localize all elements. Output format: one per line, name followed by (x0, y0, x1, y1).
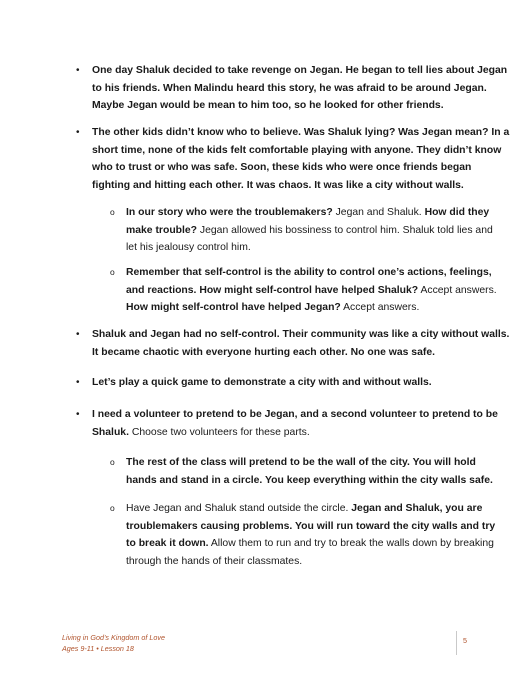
sub-bullet-marker: o (110, 207, 115, 217)
text-run: Have Jegan and Shaluk stand outside the circle. (126, 503, 352, 514)
text-run: One day Shaluk decided to take revenge on Jegan. He began to tell lies about Jegan to his friends. When Malindu heard this story, he was afraid to be around Jegan. Maybe Jegan would be mean to him too, so he looked for other friends. (92, 65, 508, 112)
footer-divider (456, 631, 457, 655)
paragraph-game (92, 374, 510, 392)
text-run: Jegan and Shaluk. (332, 207, 425, 218)
text-run: I need a volunteer to pretend to be Jegan, and a second volunteer to pretend to be Shaluk. (92, 409, 498, 438)
text-run: Jegan and Shaluk, you are troublemakers causing problems. You will run toward the city walls and try to break it down. (126, 503, 496, 550)
text-run: Jegan allowed his bossiness to control him. Shaluk told lies and let his jealousy control him. (126, 224, 493, 254)
text-run: Choose two volunteers for these parts. (128, 426, 310, 438)
bullet-marker: • (76, 329, 80, 340)
text-run: Allow them to run and try to break the walls down by breaking through the hands of their classmates. (126, 538, 494, 567)
text-run: Shaluk and Jegan had no self-control. Their community was like a city without walls. It became chaotic with everyone hurting each other. No one was safe. (92, 329, 510, 358)
paragraph-no-self-control (92, 326, 510, 361)
paragraph-self-control (126, 264, 506, 317)
text-run: Remember that self-control is the ability to control one’s actions, feelings, and reactions. How might self-control have helped Shaluk? (126, 267, 492, 296)
bullet-marker: • (76, 409, 80, 420)
paragraph-revenge (92, 62, 510, 115)
sub-bullet-marker: o (110, 457, 115, 467)
text-run: The other kids didn’t know who to believe. Was Shaluk lying? Was Jegan mean? In a short time, none of the kids felt comfortable playing with anyone. They didn’t know who to trust or who was safe. Soon, these kids who were once friends began fighting and hitting each other. It was chaos. It was like a city without walls. (92, 127, 510, 191)
footer-title (62, 632, 165, 654)
paragraph-chaos (92, 124, 510, 194)
paragraph-city-wall (126, 454, 506, 489)
text-run: How did they make trouble? (126, 207, 490, 236)
sub-bullet-marker: o (110, 267, 115, 277)
footer-series: Living in God’s Kingdom of Love (62, 633, 165, 642)
text-run: In our story who were the troublemakers? (126, 207, 333, 218)
text-run: Let’s play a quick game to demonstrate a city with and without walls. (92, 377, 432, 388)
text-run: Accept answers. (418, 284, 497, 296)
text-run: The rest of the class will pretend to be the wall of the city. You will hold hands and stand in a circle. You keep everything within the city walls safe. (126, 457, 493, 486)
bullet-marker: • (76, 127, 80, 138)
bullet-marker: • (76, 65, 80, 76)
footer-lesson: Ages 9-11 • Lesson 18 (62, 644, 134, 653)
paragraph-troublemakers (126, 204, 506, 257)
paragraph-break-walls (126, 500, 506, 570)
text-run: Accept answers. (340, 302, 420, 314)
bullet-marker: • (76, 377, 80, 388)
page-number: 5 (463, 636, 467, 645)
sub-bullet-marker: o (110, 503, 115, 513)
paragraph-volunteers (92, 406, 510, 441)
text-run: How might self-control have helped Jegan? (126, 302, 341, 314)
